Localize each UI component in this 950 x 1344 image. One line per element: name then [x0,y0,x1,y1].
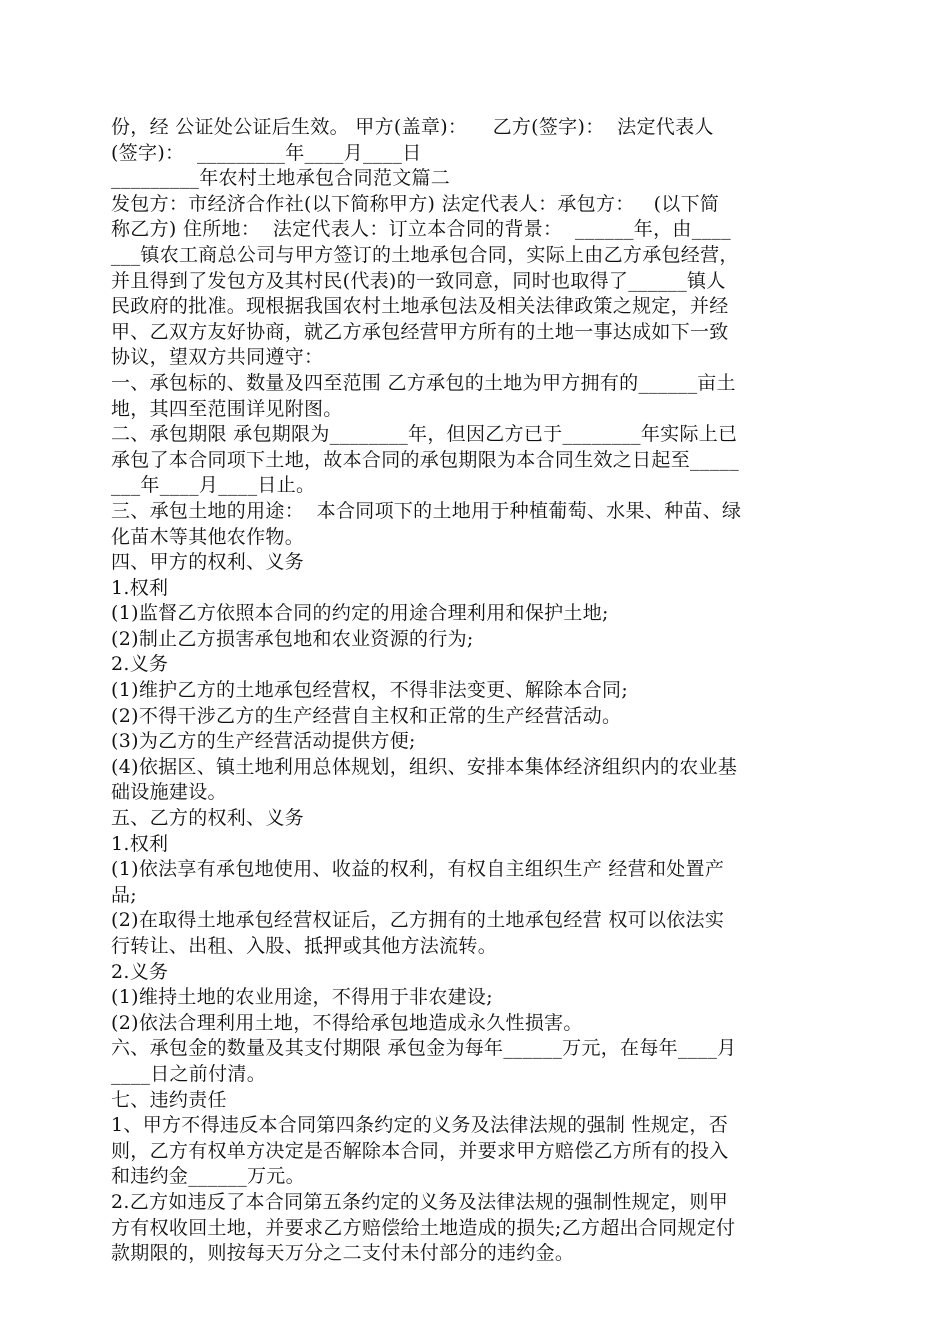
text-line: 品; [111,883,138,906]
text-line: (签字)： _________年____月____日 [111,141,422,164]
text-line: 甲、乙双方友好协商，就乙方承包经营甲方所有的土地一事达成如下一致 [111,320,729,343]
section-heading: 四、甲方的权利、义务 [111,551,305,574]
subsection-heading: 1.权利 [111,832,169,855]
list-item: (2)在取得土地承包经营权证后，乙方拥有的土地承包经营 权可以依法实 [111,909,725,932]
text-line: 和违约金______万元。 [111,1165,305,1188]
text-line: 份，经 公证处公证后生效。 甲方(盖章)： 乙方(签字)： 法定代表人 [111,116,714,138]
subsection-heading: 1.权利 [111,576,169,599]
text-line: 化苗木等其他农作物。 [111,525,305,548]
text-line: 一、承包标的、数量及四至范围 乙方承包的土地为甲方拥有的______亩土 [111,371,736,394]
text-line: 民政府的批准。现根据我国农村土地承包法及相关法律政策之规定，并经 [111,295,729,318]
text-line: 地，其四至范围详见附图。 [111,397,343,420]
text-line: 协议，望双方共同遵守： [111,346,324,369]
text-line: 款期限的，则按每天万分之二支付未付部分的违约金。 [111,1242,575,1265]
section-heading: 五、乙方的权利、义务 [111,807,305,830]
text-line: 称乙方) 住所地： 法定代表人：订立本合同的背景： ______年，由____ [111,218,731,241]
text-line: 2.乙方如违反了本合同第五条约定的义务及法律法规的强制性规定，则甲 [111,1190,729,1213]
text-line: 三、承包土地的用途： 本合同项下的土地用于种植葡萄、水果、种苗、绿 [111,499,742,522]
subsection-heading: 2.义务 [111,653,169,676]
subsection-heading: 2.义务 [111,960,169,983]
list-item: (3)为乙方的生产经营活动提供方便; [111,730,416,753]
text-line: 承包了本合同项下土地，故本合同的承包期限为本合同生效之日起至_____ [111,448,740,471]
text-line: 方有权收回土地，并要求乙方赔偿给土地造成的损失;乙方超出合同规定付 [111,1216,736,1239]
text-line: 础设施建设。 [111,781,227,804]
list-item: (2)依法合理利用土地，不得给承包地造成永久性损害。 [111,1011,583,1034]
text-line: 发包方：市经济合作社(以下简称甲方) 法定代表人：承包方： (以下简 [111,192,720,215]
text-line: 1、甲方不得违反本合同第四条约定的义务及法律法规的强制 性规定，否 [111,1114,729,1137]
list-item: (1)依法享有承包地使用、收益的权利，有权自主组织生产 经营和处置产 [111,858,725,881]
text-line: 并且得到了发包方及其村民(代表)的一致同意，同时也取得了______镇人 [111,269,726,292]
text-line: 则，乙方有权单方决定是否解除本合同，并要求甲方赔偿乙方所有的投入 [111,1139,729,1162]
text-line: ___年____月____日止。 [111,474,316,497]
text-line: 行转让、出租、入股、抵押或其他方法流转。 [111,935,498,957]
text-line: 六、承包金的数量及其支付期限 承包金为每年______万元，在每年____月 [111,1037,737,1060]
list-item: (2)不得干涉乙方的生产经营自主权和正常的生产经营活动。 [111,704,622,727]
list-item: (2)制止乙方损害承包地和农业资源的行为; [111,627,474,650]
section-heading: 七、违约责任 [111,1088,227,1111]
text-line: 二、承包期限 承包期限为________年，但因乙方已于________年实际上已 [111,423,738,446]
text-line: ____日之前付清。 [111,1062,267,1085]
list-item: (1)维护乙方的土地承包经营权，不得非法变更、解除本合同; [111,679,629,702]
list-item: (1)维持土地的农业用途，不得用于非农建设; [111,986,493,1009]
text-line: ___镇农工商总公司与甲方签订的土地承包合同，实际上由乙方承包经营， [111,243,739,266]
list-item: (4)依据区、镇土地利用总体规划，组织、安排本集体经济组织内的农业基 [111,755,738,778]
document-body [111,115,846,1267]
section-title: _________年农村土地承包合同范文篇二 [111,167,451,190]
list-item: (1)监督乙方依照本合同的约定的用途合理利用和保护土地; [111,602,609,625]
